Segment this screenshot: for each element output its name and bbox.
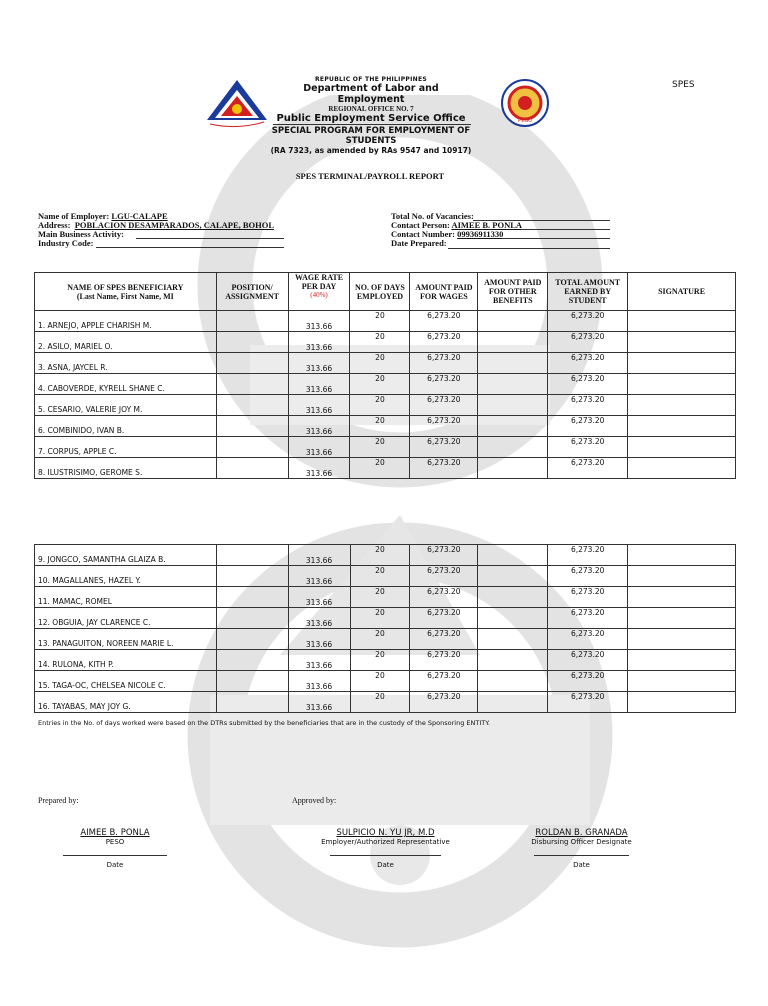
days-cell: 20 — [350, 416, 410, 437]
other-benefits-cell — [478, 353, 548, 374]
other-benefits-cell — [478, 650, 548, 671]
signature-cell[interactable] — [628, 587, 736, 608]
signature-cell[interactable] — [628, 332, 736, 353]
amount-paid-cell: 6,273.20 — [410, 587, 478, 608]
table-row — [35, 458, 736, 479]
contact-label: Contact Person: — [391, 220, 450, 230]
industry-label: Industry Code: — [38, 238, 94, 248]
days-cell: 20 — [350, 458, 410, 479]
col-total-header: TOTAL AMOUNT EARNED BY STUDENT — [548, 273, 628, 311]
total-earned-cell: 6,273.20 — [548, 332, 628, 353]
signatory-3 — [514, 828, 649, 869]
position-cell — [216, 311, 288, 332]
beneficiary-name: 10. MAGALLANES, HAZEL Y. — [38, 576, 141, 585]
table-row — [35, 374, 736, 395]
signature-cell[interactable] — [628, 629, 736, 650]
col-signature-header: SIGNATURE — [628, 273, 736, 311]
other-benefits-cell — [478, 395, 548, 416]
amount-paid-cell: 6,273.20 — [410, 332, 478, 353]
beneficiary-name-cell — [35, 353, 217, 374]
beneficiary-name: 14. RULONA, KITH P. — [38, 660, 114, 669]
days-cell: 20 — [350, 587, 410, 608]
peso-seal-icon — [500, 78, 550, 128]
beneficiary-name: 13. PANAGUITON, NOREEN MARIE L. — [38, 639, 174, 648]
total-earned-cell: 6,273.20 — [548, 545, 628, 566]
position-cell — [216, 332, 288, 353]
wage-cell: 313.66 — [288, 395, 350, 416]
amount-paid-cell: 6,273.20 — [410, 545, 478, 566]
republic-text: REPUBLIC OF THE PHILIPPINES — [315, 76, 427, 83]
table-row — [35, 566, 736, 587]
number-value: 09936911330 — [457, 229, 504, 239]
beneficiary-name-cell — [35, 416, 217, 437]
beneficiary-name-cell — [35, 587, 217, 608]
table-row — [35, 587, 736, 608]
col-wage-header — [288, 273, 350, 311]
table-row — [35, 545, 736, 566]
signatory-2-date: Date — [377, 861, 394, 869]
signatory-3-date: Date — [573, 861, 590, 869]
employer-info — [38, 212, 338, 248]
amount-paid-cell: 6,273.20 — [410, 374, 478, 395]
beneficiary-name: 3. ASNA, JAYCEL R. — [38, 363, 108, 372]
amount-paid-cell: 6,273.20 — [410, 650, 478, 671]
position-cell — [216, 671, 288, 692]
employer-label: Name of Employer: — [38, 211, 110, 221]
agency-header — [270, 76, 472, 124]
position-cell — [216, 629, 288, 650]
beneficiary-name: 16. TAYABAS, MAY JOY G. — [38, 702, 131, 711]
dole-logo-icon — [204, 78, 270, 130]
days-cell: 20 — [350, 692, 410, 713]
other-benefits-cell — [478, 566, 548, 587]
position-cell — [216, 416, 288, 437]
signature-cell[interactable] — [628, 566, 736, 587]
days-cell: 20 — [350, 566, 410, 587]
other-benefits-cell — [478, 671, 548, 692]
wage-cell: 313.66 — [288, 437, 350, 458]
days-cell: 20 — [350, 395, 410, 416]
beneficiary-name-cell — [35, 692, 217, 713]
signatory-3-title: Disbursing Officer Designate — [531, 838, 632, 846]
beneficiary-name-cell — [35, 671, 217, 692]
col-name-label: NAME OF SPES BENEFICIARY — [67, 282, 184, 292]
signatory-1-title: PESO — [105, 838, 125, 846]
total-earned-cell: 6,273.20 — [548, 395, 628, 416]
other-benefits-cell — [478, 608, 548, 629]
amount-paid-cell: 6,273.20 — [410, 671, 478, 692]
beneficiary-name: 6. COMBINIDO, IVAN B. — [38, 426, 125, 435]
other-benefits-cell — [478, 458, 548, 479]
beneficiary-name-cell — [35, 566, 217, 587]
signatory-3-name: ROLDAN B. GRANADA — [535, 828, 628, 838]
wage-cell: 313.66 — [288, 671, 350, 692]
program-title — [258, 126, 484, 156]
other-benefits-cell — [478, 416, 548, 437]
other-benefits-cell — [478, 545, 548, 566]
amount-paid-cell: 6,273.20 — [410, 692, 478, 713]
wage-cell: 313.66 — [288, 311, 350, 332]
col-days-header: NO. OF DAYS EMPLOYED — [350, 273, 410, 311]
address-value: POBLACION DESAMPARADOS, CALAPE, BOHOL — [74, 220, 275, 230]
beneficiary-name-cell — [35, 545, 217, 566]
table-row — [35, 332, 736, 353]
beneficiary-name-cell — [35, 311, 217, 332]
beneficiary-name-cell — [35, 608, 217, 629]
other-benefits-cell — [478, 311, 548, 332]
beneficiary-name: 12. OBGUIA, JAY CLARENCE C. — [38, 618, 151, 627]
days-cell: 20 — [350, 332, 410, 353]
wage-cell: 313.66 — [288, 416, 350, 437]
table-row — [35, 353, 736, 374]
total-earned-cell: 6,273.20 — [548, 353, 628, 374]
svg-text:PESO: PESO — [518, 118, 532, 124]
signatory-2-title: Employer/Authorized Representative — [321, 838, 450, 846]
signature-cell[interactable] — [628, 374, 736, 395]
contact-info — [391, 212, 631, 248]
wage-cell: 313.66 — [288, 566, 350, 587]
number-label: Contact Number: — [391, 229, 455, 239]
other-benefits-cell — [478, 437, 548, 458]
table-row — [35, 671, 736, 692]
beneficiary-name: 11. MAMAC, ROMEL — [38, 597, 112, 606]
amount-paid-cell: 6,273.20 — [410, 629, 478, 650]
law-text: (RA 7323, as amended by RAs 9547 and 10917) — [270, 146, 472, 155]
beneficiary-name-cell — [35, 395, 217, 416]
signature-cell[interactable] — [628, 545, 736, 566]
wage-cell: 313.66 — [288, 332, 350, 353]
table-header-row — [35, 273, 736, 311]
program-line-1: SPECIAL PROGRAM FOR EMPLOYMENT OF — [271, 126, 471, 136]
days-cell: 20 — [350, 353, 410, 374]
amount-paid-cell: 6,273.20 — [410, 416, 478, 437]
beneficiary-name-cell — [35, 629, 217, 650]
beneficiary-name: 2. ASILO, MARIEL O. — [38, 342, 113, 351]
payroll-table-2 — [34, 544, 736, 713]
signature-cell[interactable] — [628, 353, 736, 374]
col-wage-label: WAGE RATE PER DAY — [294, 273, 344, 291]
dtr-note: Entries in the No. of days worked were based on the DTRs submitted by the beneficiaries that are in the custody of the Sponsoring ENTITY. — [38, 719, 490, 727]
business-label: Main Business Activity: — [38, 229, 124, 239]
address-label: Address: — [38, 220, 71, 230]
wage-cell: 313.66 — [288, 545, 350, 566]
signatory-1-date: Date — [106, 861, 124, 869]
days-cell: 20 — [350, 311, 410, 332]
beneficiary-name-cell — [35, 650, 217, 671]
total-earned-cell: 6,273.20 — [548, 692, 628, 713]
position-cell — [216, 437, 288, 458]
signature-cell[interactable] — [628, 458, 736, 479]
total-earned-cell: 6,273.20 — [548, 458, 628, 479]
signatory-2 — [298, 828, 473, 869]
col-name-header — [35, 273, 217, 311]
wage-cell: 313.66 — [288, 629, 350, 650]
signature-cell[interactable] — [628, 311, 736, 332]
position-cell — [216, 353, 288, 374]
contact-value: AIMEE B. PONLA — [451, 220, 523, 230]
date-prepared-label: Date Prepared: — [391, 238, 447, 248]
prepared-by-label: Prepared by: — [38, 796, 79, 805]
other-benefits-cell — [478, 332, 548, 353]
report-title: SPES TERMINAL/PAYROLL REPORT — [295, 171, 445, 181]
signature-cell[interactable] — [628, 608, 736, 629]
amount-paid-cell: 6,273.20 — [410, 311, 478, 332]
col-position-header: POSITION/ ASSIGNMENT — [216, 273, 288, 311]
corner-label: SPES — [672, 80, 695, 90]
signatory-2-name: SULPICIO N. YU JR, M.D — [336, 828, 435, 838]
other-benefits-cell — [478, 629, 548, 650]
days-cell: 20 — [350, 437, 410, 458]
total-earned-cell: 6,273.20 — [548, 311, 628, 332]
col-amount-other-header: AMOUNT PAID FOR OTHER BENEFITS — [478, 273, 548, 311]
beneficiary-name-cell — [35, 374, 217, 395]
amount-paid-cell: 6,273.20 — [410, 566, 478, 587]
position-cell — [216, 458, 288, 479]
col-amount-wages-header: AMOUNT PAID FOR WAGES — [410, 273, 478, 311]
beneficiary-name: 1. ARNEJO, APPLE CHARISH M. — [38, 321, 152, 330]
position-cell — [216, 395, 288, 416]
amount-paid-cell: 6,273.20 — [410, 437, 478, 458]
table-row — [35, 437, 736, 458]
table-row — [35, 608, 736, 629]
beneficiary-name: 9. JONGCO, SAMANTHA GLAIZA B. — [38, 555, 166, 564]
wage-cell: 313.66 — [288, 587, 350, 608]
program-line-2: STUDENTS — [345, 136, 397, 146]
beneficiary-name: 15. TAGA-OC, CHELSEA NICOLE C. — [38, 681, 166, 690]
amount-paid-cell: 6,273.20 — [410, 608, 478, 629]
total-earned-cell: 6,273.20 — [548, 374, 628, 395]
signature-cell[interactable] — [628, 650, 736, 671]
signature-cell[interactable] — [628, 416, 736, 437]
wage-cell: 313.66 — [288, 650, 350, 671]
beneficiary-name-cell — [35, 458, 217, 479]
days-cell: 20 — [350, 650, 410, 671]
signature-cell[interactable] — [628, 692, 736, 713]
position-cell — [216, 650, 288, 671]
total-earned-cell: 6,273.20 — [548, 437, 628, 458]
signature-cell[interactable] — [628, 395, 736, 416]
signature-cell[interactable] — [628, 437, 736, 458]
amount-paid-cell: 6,273.20 — [410, 458, 478, 479]
approved-by-label: Approved by: — [292, 796, 337, 805]
total-earned-cell: 6,273.20 — [548, 587, 628, 608]
position-cell — [216, 608, 288, 629]
office-text: Public Employment Service Office — [276, 113, 466, 124]
region-text: REGIONAL OFFICE NO. 7 — [328, 105, 414, 113]
wage-cell: 313.66 — [288, 458, 350, 479]
table-row — [35, 416, 736, 437]
days-cell: 20 — [350, 608, 410, 629]
table-row — [35, 629, 736, 650]
payroll-table-1 — [34, 272, 736, 479]
beneficiary-name: 7. CORPUS, APPLE C. — [38, 447, 117, 456]
total-earned-cell: 6,273.20 — [548, 671, 628, 692]
beneficiary-name: 5. CESARIO, VALERIE JOY M. — [38, 405, 143, 414]
signatory-1 — [55, 828, 175, 869]
wage-cell: 313.66 — [288, 692, 350, 713]
table-row — [35, 692, 736, 713]
signatory-1-name: AIMEE B. PONLA — [80, 828, 150, 838]
wage-cell: 313.66 — [288, 374, 350, 395]
amount-paid-cell: 6,273.20 — [410, 395, 478, 416]
wage-cell: 313.66 — [288, 353, 350, 374]
table-row — [35, 311, 736, 332]
beneficiary-name: 4. CABOVERDE, KYRELL SHANE C. — [38, 384, 165, 393]
total-earned-cell: 6,273.20 — [548, 650, 628, 671]
beneficiary-name-cell — [35, 332, 217, 353]
position-cell — [216, 587, 288, 608]
days-cell: 20 — [350, 629, 410, 650]
table-row — [35, 650, 736, 671]
department-text: Department of Labor and Employment — [303, 83, 439, 105]
vacancies-label: Total No. of Vacancies: — [391, 211, 474, 221]
other-benefits-cell — [478, 692, 548, 713]
days-cell: 20 — [350, 545, 410, 566]
total-earned-cell: 6,273.20 — [548, 608, 628, 629]
amount-paid-cell: 6,273.20 — [410, 353, 478, 374]
wage-cell: 313.66 — [288, 608, 350, 629]
col-name-sublabel: (Last Name, First Name, MI — [76, 291, 174, 301]
other-benefits-cell — [478, 374, 548, 395]
position-cell — [216, 374, 288, 395]
beneficiary-name-cell — [35, 437, 217, 458]
position-cell — [216, 692, 288, 713]
position-cell — [216, 545, 288, 566]
table-row — [35, 395, 736, 416]
total-earned-cell: 6,273.20 — [548, 566, 628, 587]
days-cell: 20 — [350, 374, 410, 395]
days-cell: 20 — [350, 671, 410, 692]
total-earned-cell: 6,273.20 — [548, 416, 628, 437]
other-benefits-cell — [478, 587, 548, 608]
total-earned-cell: 6,273.20 — [548, 629, 628, 650]
signature-cell[interactable] — [628, 671, 736, 692]
col-wage-sublabel: (40%) — [310, 291, 328, 299]
beneficiary-name: 8. ILUSTRISIMO, GEROME S. — [38, 468, 143, 477]
position-cell — [216, 566, 288, 587]
employer-value: LGU-CALAPE — [111, 211, 168, 221]
